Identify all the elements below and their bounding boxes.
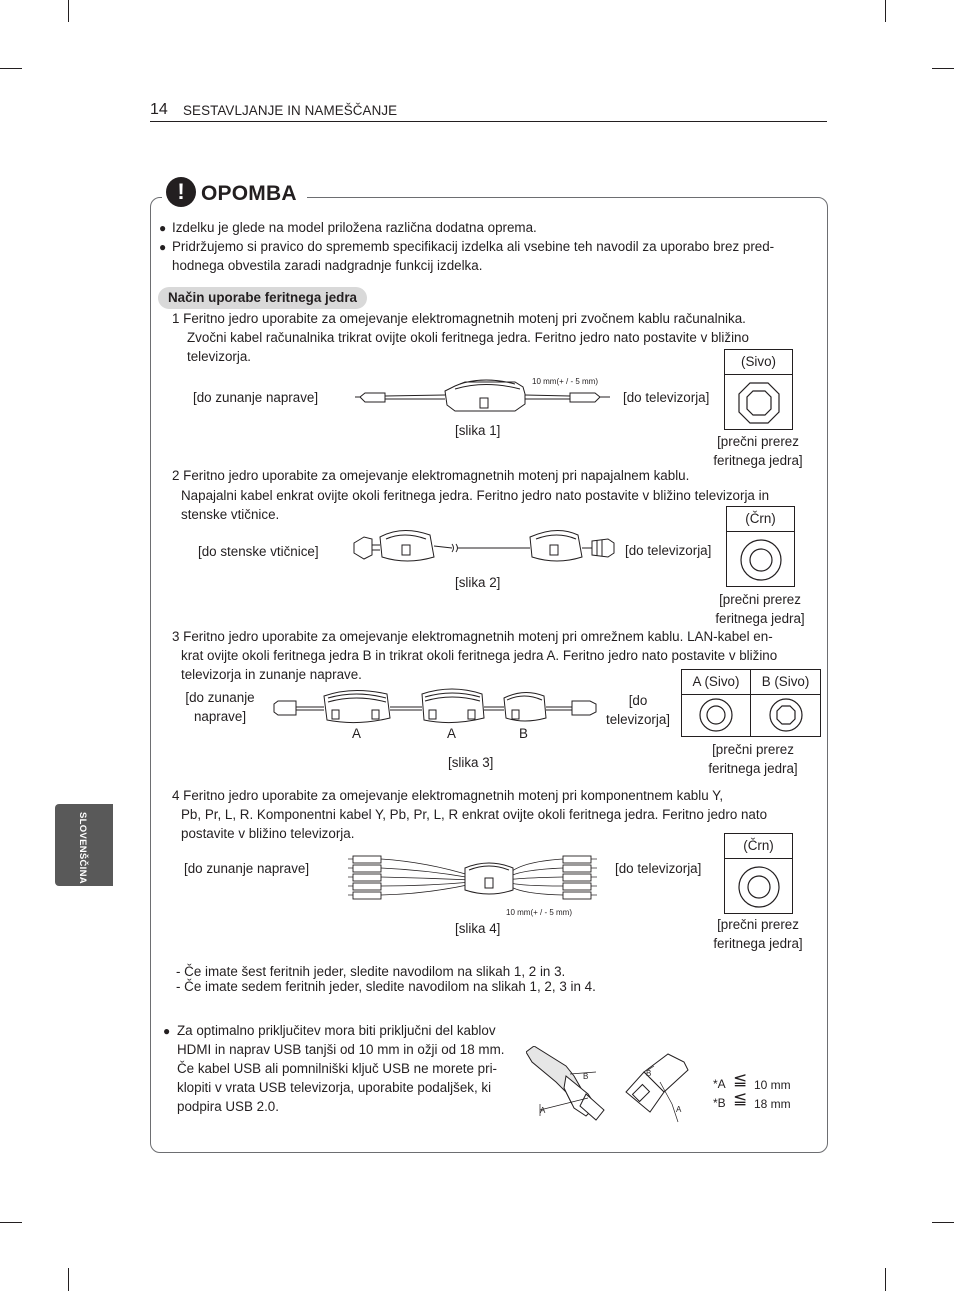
step3-core-color-a: A (Sivo) [682, 670, 751, 695]
step4-cross-section-2: feritnega jedra] [713, 936, 803, 951]
step2-core-box [726, 506, 795, 587]
step3-left-label-1: [do zunanje [185, 690, 255, 705]
note-bullet-2: Pridržujemo si pravico do sprememb specifikacij izdelka ali vsebine teh navodil za uporabo brez pred- [172, 239, 775, 254]
crop-mark [932, 1222, 954, 1223]
page-number: 14 [150, 101, 168, 118]
crop-mark [68, 1268, 69, 1291]
bullet-dot: ● [159, 221, 167, 235]
step3-right-label-1: [do [628, 693, 648, 708]
spec-b-value: 18 mm [754, 1097, 791, 1111]
step3-line-2: krat ovijte okoli feritnega jedra B in trikrat okoli feritnega jedra A. Feritno jedro nato postavite v bližino [181, 648, 778, 663]
step4-figure-caption: [slika 4] [455, 921, 501, 936]
spec-a-value: 10 mm [754, 1078, 791, 1092]
ferrite-heading: Način uporabe feritnega jedra [158, 287, 367, 309]
spec-b-symbol: ≦ [733, 1089, 748, 1108]
step1-core-box [724, 349, 793, 430]
step1-figure-caption: [slika 1] [455, 423, 501, 438]
step1-line-3: televizorja. [187, 349, 252, 364]
step4-core-box [724, 833, 793, 914]
remark-seven-cores: - Če imate sedem feritnih jeder, sledite navodilom na slikah 1, 2, 3 in 4. [176, 979, 596, 994]
step3-core-label-a1: A [352, 726, 361, 741]
step2-line-3: stenske vtičnice. [181, 507, 280, 522]
usb-line-1: Za optimalno priključitev mora biti priključni del kablov [177, 1023, 496, 1038]
bullet-dot: ● [159, 240, 167, 254]
spec-a-key: *A [713, 1077, 726, 1091]
step4-dimension: 10 mm(+ / - 5 mm) [506, 908, 573, 917]
crop-mark [932, 68, 954, 69]
hdmi-label-a: A [540, 1106, 546, 1115]
step1-cross-section-2: feritnega jedra] [713, 453, 803, 468]
step3-figure-caption: [slika 3] [448, 755, 494, 770]
usb-line-5: podpira USB 2.0. [177, 1099, 279, 1114]
step2-cross-section-2: feritnega jedra] [715, 611, 805, 626]
crop-mark [885, 0, 886, 22]
step2-core-color: (Črn) [727, 507, 794, 532]
usb-label-b: B [646, 1069, 652, 1078]
crop-mark [0, 1222, 22, 1223]
step3-cross-section-2: feritnega jedra] [708, 761, 798, 776]
header-rule [150, 121, 827, 122]
usb-label-a: A [676, 1105, 682, 1114]
step1-line-2: Zvočni kabel računalnika trikrat ovijte okoli feritnega jedra. Feritno jedro nato postavite v bližino [187, 330, 749, 345]
component-cable-illustration [347, 850, 599, 908]
step3-line-3: televizorja in zunanje naprave. [181, 667, 362, 682]
step4-left-label: [do zunanje naprave] [184, 861, 310, 876]
crop-mark [68, 0, 69, 22]
round-core-icon [739, 538, 783, 582]
step4-core-color: (Črn) [725, 834, 792, 859]
bullet-dot: ● [163, 1024, 171, 1038]
round-core-a-icon [698, 697, 734, 733]
spec-b-key: *B [713, 1096, 726, 1110]
step1-cross-section-1: [prečni prerez [717, 434, 799, 449]
step4-line-2: Pb, Pr, L, R. Komponentni kabel Y, Pb, Pr, L, R enkrat ovijte okoli feritnega jedra. Feritno jedro nato [181, 807, 768, 822]
audio-cable-illustration [355, 374, 610, 412]
language-tab [55, 804, 113, 886]
usb-line-2: HDMI in naprav USB tanjši od 10 mm in ožji od 18 mm. [177, 1042, 505, 1057]
octagon-core-icon [737, 381, 781, 425]
step2-left-label: [do stenske vtičnice] [198, 544, 319, 559]
round-core-icon [737, 865, 781, 909]
step1-right-label: [do televizorja] [623, 390, 710, 405]
usb-line-3: Če kabel USB ali pomnilniški ključ USB ne morete pri- [177, 1061, 498, 1076]
step3-left-label-2: naprave] [193, 709, 247, 724]
step3-cross-section-1: [prečni prerez [712, 742, 794, 757]
usb-stick-illustration [620, 1052, 692, 1128]
step2-line-2: Napajalni kabel enkrat ovijte okoli feritnega jedra. Feritno jedro nato postavite v bližino televizorja in [181, 488, 770, 503]
language-tab-label: SLOVENŠČINA [77, 812, 88, 884]
step3-right-label-2: televizorja] [605, 712, 670, 727]
note-bullet-1: Izdelku je glede na model priložena različna dodatna oprema. [172, 220, 537, 235]
note-title: OPOMBA [201, 182, 297, 205]
power-cable-illustration [352, 527, 620, 567]
step3-core-box [681, 669, 821, 737]
step3-core-label-a2: A [447, 726, 456, 741]
section-title: SESTAVLJANJE IN NAMEŠČANJE [183, 103, 398, 118]
hdmi-label-b: B [583, 1072, 589, 1081]
note-bullet-2-cont: hodnega obvestila zaradi nadgradnje funkcij izdelka. [172, 258, 483, 273]
step4-line-3: postavite v bližino televizorja. [181, 826, 355, 841]
remark-six-cores: - Če imate šest feritnih jeder, sledite navodilom na slikah 1, 2 in 3. [176, 964, 566, 979]
step3-core-color-b: B (Sivo) [751, 670, 820, 695]
step1-core-color: (Sivo) [725, 350, 792, 375]
crop-mark [885, 1268, 886, 1291]
step1-dimension: 10 mm(+ / - 5 mm) [532, 377, 599, 386]
step1-line-1: 1 Feritno jedro uporabite za omejevanje elektromagnetnih motenj pri zvočnem kablu računalnika. [172, 311, 746, 326]
step2-cross-section-1: [prečni prerez [719, 592, 801, 607]
step3-core-label-b: B [519, 726, 528, 741]
step4-cross-section-1: [prečni prerez [717, 917, 799, 932]
spec-a-symbol: ≦ [733, 1070, 748, 1089]
step4-right-label: [do televizorja] [615, 861, 702, 876]
step2-right-label: [do televizorja] [625, 543, 712, 558]
crop-mark [0, 68, 22, 69]
warning-icon: ! [166, 177, 196, 207]
octagon-core-b-icon [768, 697, 804, 733]
step1-left-label: [do zunanje naprave] [193, 390, 319, 405]
step2-line-1: 2 Feritno jedro uporabite za omejevanje elektromagnetnih motenj pri napajalnem kablu. [172, 468, 690, 483]
step3-line-1: 3 Feritno jedro uporabite za omejevanje elektromagnetnih motenj pri omrežnem kablu. LAN-kabel en- [172, 629, 773, 644]
step4-line-1: 4 Feritno jedro uporabite za omejevanje elektromagnetnih motenj pri komponentnem kablu Y, [172, 788, 724, 803]
lan-cable-illustration [272, 686, 598, 726]
step2-figure-caption: [slika 2] [455, 575, 501, 590]
usb-line-4: klopiti v vrata USB televizorja, uporabite podaljšek, ki [177, 1080, 492, 1095]
